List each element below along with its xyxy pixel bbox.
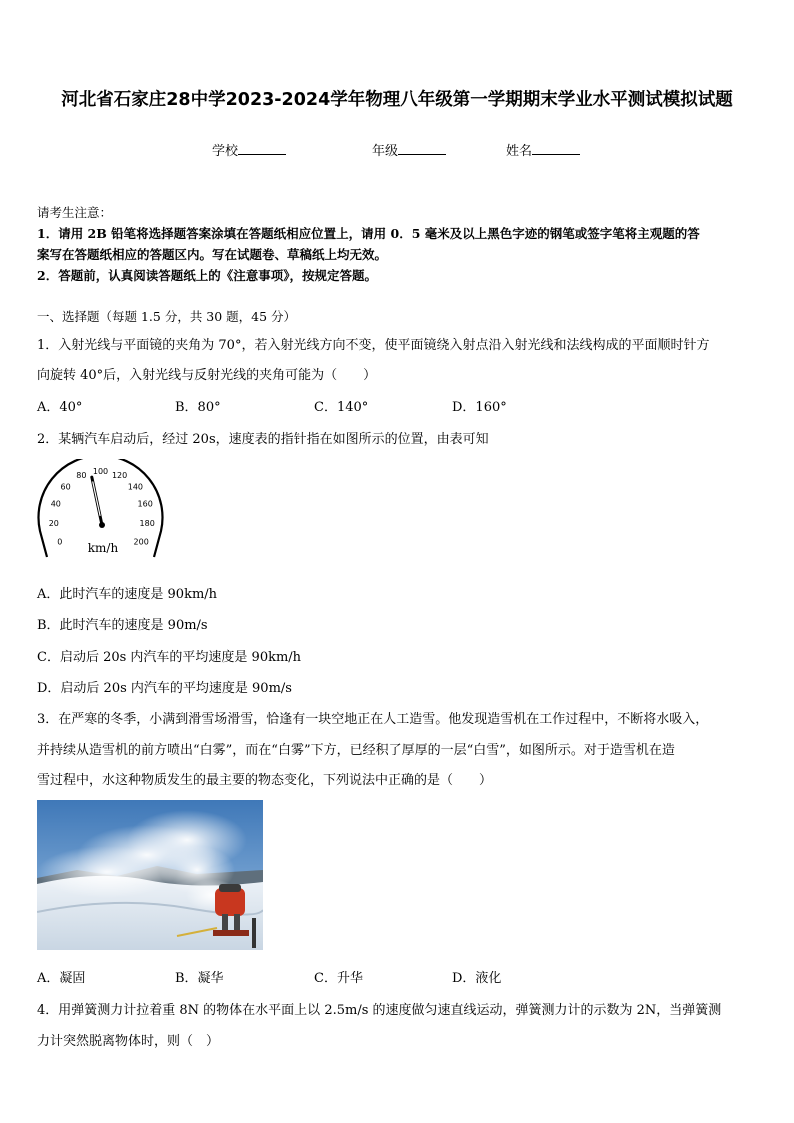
speedometer-unit: km/h <box>87 541 119 555</box>
q2-option-a: A．此时汽车的速度是 90km/h <box>37 587 218 602</box>
speedometer-tick-label: 120 <box>111 471 128 481</box>
snow-machine-photo <box>37 800 263 950</box>
q1-option-d: D．160° <box>452 400 507 415</box>
notice-item-1-line-2: 案写在答题纸相应的答题区内。写在试题卷、草稿纸上均无效。 <box>37 247 388 262</box>
q3-option-d: D．液化 <box>452 971 502 986</box>
notice-item-2: 2．答题前，认真阅读答题纸上的《注意事项》，按规定答题。 <box>37 268 377 283</box>
grade-blank <box>398 142 446 155</box>
section-heading: 一、选择题（每题 1.5 分，共 30 题，45 分） <box>37 309 297 324</box>
q1-line-2: 向旋转 40°后，入射光线与反射光线的夹角可能为（ ） <box>37 368 377 383</box>
q3-line-1: 3．在严寒的冬季，小满到滑雪场滑雪，恰逢有一块空地正在人工造雪。他发现造雪机在工作过程中，不断将水吸入， <box>37 712 709 727</box>
speedometer-tick-label: 0 <box>57 537 63 547</box>
speedometer-tick-label: 20 <box>48 518 59 528</box>
q3-line-2: 并持续从造雪机的前方喷出“白雾”，而在“白雾”下方，已经积了厚厚的一层“白雪”，如图所示。对于造雪机在造 <box>37 743 675 758</box>
name-blank <box>532 142 580 155</box>
q1-line-1: 1．入射光线与平面镜的夹角为 70°，若入射光线方向不变，使平面镜绕入射点沿入射光线和法线构成的平面顺时针方 <box>37 338 710 353</box>
speedometer-tick-label: 140 <box>127 482 144 492</box>
q3-option-a: A．凝固 <box>37 971 86 986</box>
q1-option-b: B．80° <box>175 400 221 415</box>
speedometer-tick-labels <box>49 467 155 547</box>
speedometer-tick-label: 100 <box>92 467 109 476</box>
speedometer-tick-label: 160 <box>137 499 153 509</box>
school-blank <box>238 142 286 155</box>
q2-option-d: D．启动后 20s 内汽车的平均速度是 90m/s <box>37 681 292 696</box>
name-label: 姓名 <box>506 144 533 159</box>
school-label: 学校 <box>212 144 239 159</box>
speedometer-needle-highlight <box>93 482 100 516</box>
q3-line-3: 雪过程中，水这种物质发生的最主要的物态变化，下列说法中正确的是（ ） <box>37 773 493 788</box>
grade-field <box>372 140 446 159</box>
q1-option-c: C．140° <box>314 400 369 415</box>
speedometer-pivot <box>99 522 105 528</box>
notice-heading: 请考生注意： <box>37 205 113 220</box>
q2-option-c: C．启动后 20s 内汽车的平均速度是 90km/h <box>37 650 302 665</box>
notice-item-1-line-1: 1．请用 2B 铅笔将选择题答案涂填在答题纸相应位置上，请用 0．5 毫米及以上黑色字迹的钢笔或签字笔将主观题的答 <box>37 226 700 241</box>
q4-line-2: 力计突然脱离物体时，则（ ） <box>37 1034 220 1049</box>
speedometer-tick-label: 180 <box>139 518 155 528</box>
q3-option-b: B．凝华 <box>175 971 224 986</box>
speedometer-tick-label: 60 <box>60 482 71 492</box>
speedometer-tick-label: 80 <box>76 471 87 481</box>
speedometer-tick-label: 40 <box>50 499 61 509</box>
grade-label: 年级 <box>372 144 399 159</box>
q4-line-1: 4．用弹簧测力计拉着重 8N 的物体在水平面上以 2.5m/s 的速度做匀速直线运动，弹簧测力计的示数为 2N，当弹簧测 <box>37 1003 722 1018</box>
name-field <box>506 140 580 159</box>
q3-option-c: C．升华 <box>314 971 363 986</box>
q2-option-b: B．此时汽车的速度是 90m/s <box>37 618 208 633</box>
q1-option-a: A．40° <box>37 400 83 415</box>
school-field <box>212 140 286 159</box>
speedometer-tick-label: 200 <box>133 537 149 547</box>
q2-line-1: 2．某辆汽车启动后，经过 20s，速度表的指针指在如图所示的位置，由表可知 <box>37 432 489 447</box>
exam-title: 河北省石家庄28中学2023-2024学年物理八年级第一学期期末学业水平测试模拟试题 <box>61 90 733 110</box>
speedometer-figure <box>37 459 167 561</box>
